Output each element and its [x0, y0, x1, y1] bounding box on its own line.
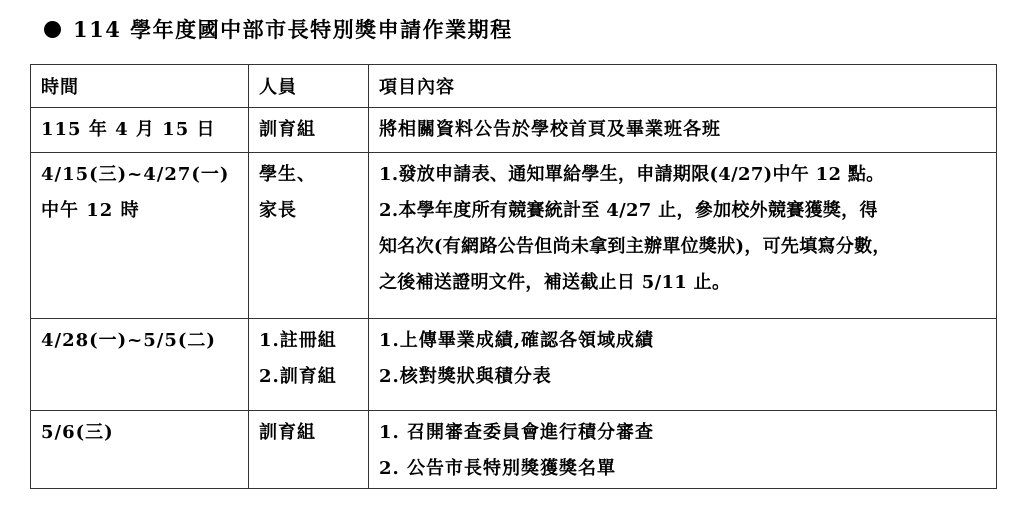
content-line: 1. 召開審查委員會進行積分審查	[379, 422, 655, 443]
content-cell	[369, 319, 997, 411]
table-row	[31, 153, 997, 319]
staff-cell	[249, 319, 369, 411]
document-title-text: 114 學年度國中部市長特別獎申請作業期程	[73, 17, 513, 42]
table-row	[31, 319, 997, 411]
time-cell	[31, 411, 249, 489]
content-line: 2. 公告市長特別獎獲獎名單	[379, 458, 617, 479]
content-line: 1.發放申請表、通知單給學生，申請期限(4/27)中午 12 點。	[379, 164, 885, 185]
time-line: 4/28(一)~5/5(二)	[41, 330, 216, 351]
content-cell	[369, 108, 997, 153]
document-title	[44, 14, 513, 44]
content-line: 之後補送證明文件，補送截止日 5/11 止。	[379, 272, 731, 293]
staff-line: 學生、	[259, 164, 316, 185]
header-content: 項目內容	[369, 65, 997, 108]
content-line: 知名次(有網路公告但尚未拿到主辦單位獎狀)，可先填寫分數，	[379, 236, 891, 257]
staff-cell	[249, 153, 369, 319]
staff-cell	[249, 108, 369, 153]
time-cell	[31, 319, 249, 411]
time-cell	[31, 153, 249, 319]
table-header-row	[31, 65, 997, 108]
staff-line: 訓育組	[259, 422, 316, 443]
content-line: 2.核對獎狀與積分表	[379, 366, 552, 387]
staff-line: 家長	[259, 200, 297, 221]
table-row	[31, 411, 997, 489]
header-time: 時間	[31, 65, 249, 108]
staff-line: 2.訓育組	[259, 366, 337, 387]
content-cell	[369, 153, 997, 319]
time-line: 115 年 4 月 15 日	[41, 119, 216, 140]
time-line: 4/15(三)~4/27(一)	[41, 164, 230, 185]
time-line: 5/6(三)	[41, 422, 114, 443]
header-staff: 人員	[249, 65, 369, 108]
content-line: 將相關資料公告於學校首頁及畢業班各班	[379, 119, 721, 140]
black-circle-bullet-icon	[44, 21, 61, 38]
time-cell	[31, 108, 249, 153]
staff-line: 1.註冊組	[259, 330, 337, 351]
time-line: 中午 12 時	[41, 200, 140, 221]
staff-line: 訓育組	[259, 119, 316, 140]
staff-cell	[249, 411, 369, 489]
table-row	[31, 108, 997, 153]
content-line: 1.上傳畢業成績,確認各領域成績	[379, 330, 655, 351]
content-line: 2.本學年度所有競賽統計至 4/27 止，參加校外競賽獲獎，得	[379, 200, 878, 221]
schedule-table	[30, 64, 997, 489]
content-cell	[369, 411, 997, 489]
